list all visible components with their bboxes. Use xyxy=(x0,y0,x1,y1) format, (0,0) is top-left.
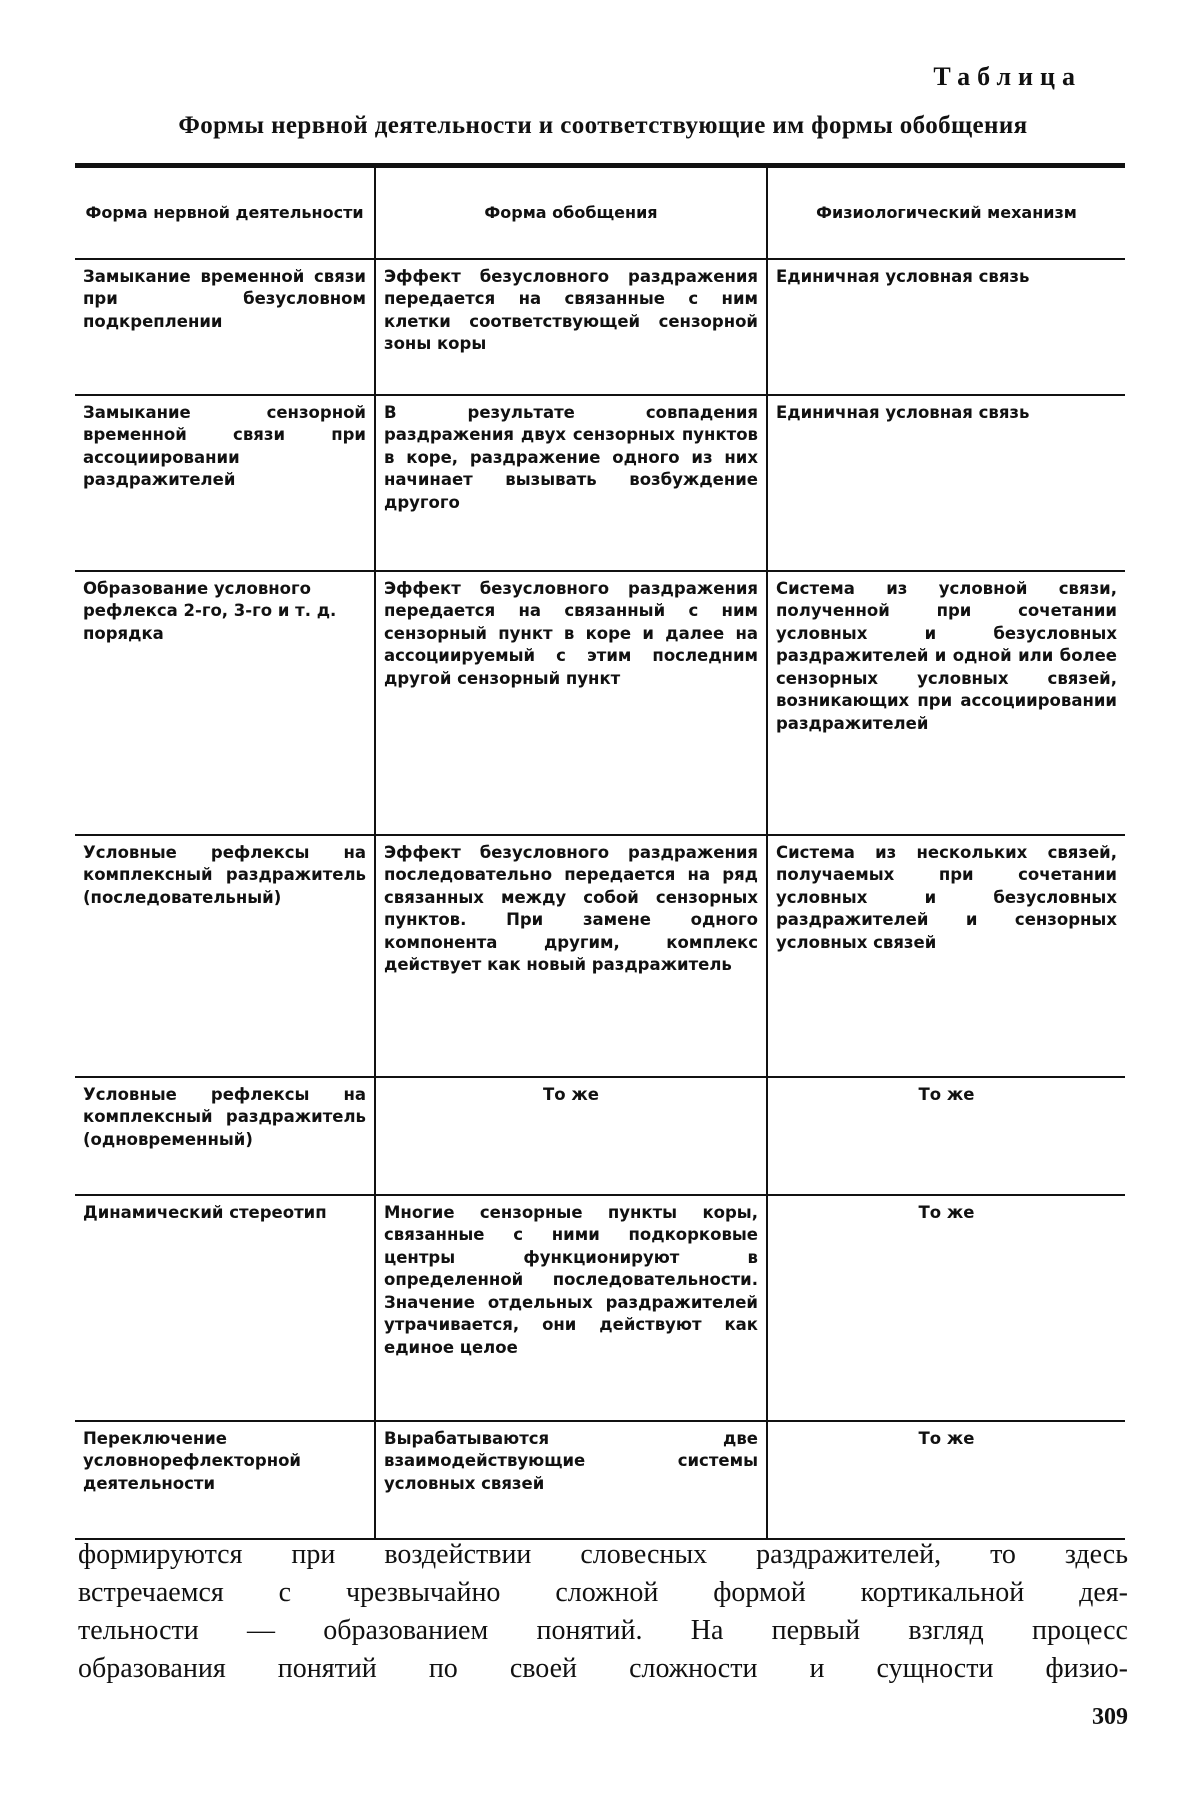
table-row xyxy=(75,1421,1125,1539)
table-cell: То же xyxy=(767,1077,1125,1195)
table-cell: Образование условного рефлекса 2-го, 3-го и т. д. порядка xyxy=(83,579,337,643)
body-line: формируются при воздействии словесных раздражителей, то здесь xyxy=(78,1539,1128,1570)
table-cell: Вырабатываются две взаимодействующие системы условных связей xyxy=(375,1421,767,1539)
table-header-row xyxy=(75,166,1125,260)
table-cell: Замыкание временной связи при безусловном подкреплении xyxy=(83,267,366,331)
column-header: Форма нервной деятельности xyxy=(85,203,364,223)
table-cell: Условные рефлексы на комплексный раздражитель (последовательный) xyxy=(83,843,366,907)
table-cell: Система из нескольких связей, получаемых при сочетании условных и безусловных раздражителей и сензорных условных связей xyxy=(767,835,1125,1077)
body-line: тельности — образованием понятий. На первый взгляд процесс xyxy=(78,1615,1128,1646)
table-cell: В результате совпадения раздражения двух сензорных пунктов в коре, раздражение одного из них начинает вызывать возбуждение другого xyxy=(375,395,767,571)
table-row xyxy=(75,1195,1125,1421)
table-cell: Переключение условнорефлекторной деятельности xyxy=(83,1429,301,1493)
main-table xyxy=(75,163,1125,1540)
table-cell: Единичная условная связь xyxy=(767,259,1125,395)
table-row xyxy=(75,835,1125,1077)
table-cell: То же xyxy=(375,1077,767,1195)
table-cell: Эффект безусловного раздражения передается на связанные с ним клетки соответствующей сензорной зоны коры xyxy=(375,259,767,395)
body-paragraph xyxy=(78,1536,1128,1688)
table-cell: Единичная условная связь xyxy=(767,395,1125,571)
table-cell: Система из условной связи, полученной при сочетании условных и безусловных раздражителей и одной или более сензорных условных связей, возникающих при ассоциировании раздражителей xyxy=(767,571,1125,835)
body-line: образования понятий по своей сложности и сущности физио- xyxy=(78,1653,1128,1684)
table-row xyxy=(75,1077,1125,1195)
table-cell: Многие сензорные пункты коры, связанные с ними подкорковые центры функционируют в определенной последовательности. Значение отдельных раздражителей утрачивается, они действуют как единое целое xyxy=(375,1195,767,1421)
column-header: Форма обобщения xyxy=(375,166,767,260)
page-title: Формы нервной деятельности и соответствующие им формы обобщения xyxy=(178,112,1028,139)
table-cell: Условные рефлексы на комплексный раздражитель (одновременный) xyxy=(83,1085,366,1149)
body-line: встречаемся с чрезвычайно сложной формой кортикальной дея- xyxy=(78,1577,1128,1608)
table-row xyxy=(75,395,1125,571)
table-cell: Эффект безусловного раздражения последовательно передается на ряд связанных между собой сензорных пунктов. При замене одного компонента другим, комплекс действует как новый раздражитель xyxy=(375,835,767,1077)
column-header: Физиологический механизм xyxy=(767,166,1125,260)
table-cell: Динамический стереотип xyxy=(83,1203,327,1222)
page-number: 309 xyxy=(1092,1704,1128,1730)
table-row xyxy=(75,571,1125,835)
table-cell: То же xyxy=(767,1421,1125,1539)
table-cell: Эффект безусловного раздражения передается на связанный с ним сензорный пункт в коре и далее на ассоциируемый с этим последним другой сензорный пункт xyxy=(375,571,767,835)
table-label: Таблица xyxy=(933,62,1082,91)
table-row xyxy=(75,259,1125,395)
table-cell: То же xyxy=(767,1195,1125,1421)
table-cell: Замыкание сензорной временной связи при ассоциировании раздражителей xyxy=(83,403,366,490)
